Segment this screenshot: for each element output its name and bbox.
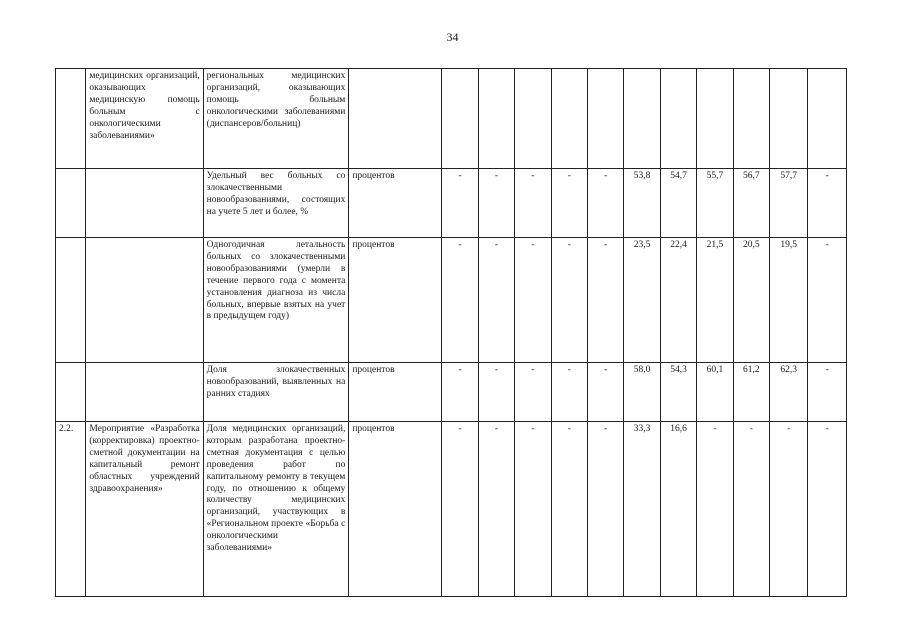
value-cell: - xyxy=(808,363,847,422)
value-cell: 62,3 xyxy=(770,363,808,422)
value-cell: 22,4 xyxy=(660,238,696,363)
value-cell: - xyxy=(588,169,624,238)
event-cell: Мероприятие «Разработка (корректировка) проектно-сметной документации на капитальный ремонт областных учреждений здравоохранения» xyxy=(86,422,203,597)
value-cell: - xyxy=(588,363,624,422)
value-cell: 54,3 xyxy=(660,363,696,422)
value-cell: 33,3 xyxy=(624,422,660,597)
value-cell xyxy=(588,69,624,169)
unit-cell: процентов xyxy=(349,238,442,363)
value-cell: - xyxy=(551,238,587,363)
value-cell: - xyxy=(808,169,847,238)
value-cell: - xyxy=(442,363,478,422)
unit-cell: процентов xyxy=(349,363,442,422)
value-cell xyxy=(660,69,696,169)
value-cell: - xyxy=(808,422,847,597)
value-cell: - xyxy=(478,238,514,363)
row-number-cell xyxy=(56,363,86,422)
value-cell xyxy=(478,69,514,169)
value-cell: 54,7 xyxy=(660,169,696,238)
value-cell: 61,2 xyxy=(733,363,769,422)
value-cell: - xyxy=(442,238,478,363)
value-cell: 16,6 xyxy=(660,422,696,597)
indicator-cell: Доля медицинских организаций, которым разработана проектно-сметная документация с целью проведения работ по капитальному ремонту в текущем году, по отношению к общему количеству медицинских организаций, участвующих в «Региональном проекте «Борьба с онкологическими заболеваниями» xyxy=(203,422,349,597)
table-row xyxy=(56,169,847,238)
value-cell xyxy=(697,69,733,169)
value-cell: - xyxy=(551,422,587,597)
value-cell: - xyxy=(478,363,514,422)
value-cell: 57,7 xyxy=(770,169,808,238)
value-cell xyxy=(442,69,478,169)
value-cell: - xyxy=(770,422,808,597)
event-cell xyxy=(86,169,203,238)
value-cell: 58,0 xyxy=(624,363,660,422)
value-cell xyxy=(808,69,847,169)
row-number-cell xyxy=(56,238,86,363)
value-cell: - xyxy=(442,169,478,238)
event-cell xyxy=(86,238,203,363)
value-cell: 60,1 xyxy=(697,363,733,422)
value-cell: 55,7 xyxy=(697,169,733,238)
unit-cell: процентов xyxy=(349,169,442,238)
value-cell: - xyxy=(515,238,551,363)
value-cell: - xyxy=(515,363,551,422)
value-cell xyxy=(551,69,587,169)
value-cell xyxy=(515,69,551,169)
value-cell: - xyxy=(588,422,624,597)
value-cell: - xyxy=(442,422,478,597)
table-row xyxy=(56,238,847,363)
value-cell xyxy=(770,69,808,169)
indicator-cell: Удельный вес больных со злокачественными новообразованиями, состоящих на учете 5 лет и более, % xyxy=(203,169,349,238)
event-cell xyxy=(86,363,203,422)
value-cell: 23,5 xyxy=(624,238,660,363)
table-row xyxy=(56,422,847,597)
row-number-cell xyxy=(56,169,86,238)
value-cell: - xyxy=(588,238,624,363)
value-cell xyxy=(733,69,769,169)
value-cell: - xyxy=(515,169,551,238)
value-cell: - xyxy=(515,422,551,597)
unit-cell xyxy=(349,69,442,169)
value-cell: 56,7 xyxy=(733,169,769,238)
event-cell: медицинских организаций, оказывающих медицинскую помощь больным с онкологическими заболеваниями» xyxy=(86,69,203,169)
value-cell: 53,8 xyxy=(624,169,660,238)
indicator-cell: региональных медицинских организаций, оказывающих помощь больным онкологическими заболеваниями (диспансеров/больниц) xyxy=(203,69,349,169)
table-row xyxy=(56,363,847,422)
value-cell: - xyxy=(551,169,587,238)
value-cell: - xyxy=(808,238,847,363)
page-number: 34 xyxy=(446,30,459,44)
value-cell: 21,5 xyxy=(697,238,733,363)
table-row xyxy=(56,69,847,169)
indicator-cell: Одногодичная летальность больных со злокачественными новообразованиями (умерли в течение первого года с момента установления диагноза из числа больных, впервые взятых на учет в предыдущем году) xyxy=(203,238,349,363)
row-number-cell: 2.2. xyxy=(56,422,86,597)
value-cell: 19,5 xyxy=(770,238,808,363)
row-number-cell xyxy=(56,69,86,169)
value-cell: - xyxy=(478,422,514,597)
unit-cell: процентов xyxy=(349,422,442,597)
indicators-table xyxy=(55,68,847,597)
value-cell: - xyxy=(733,422,769,597)
value-cell: - xyxy=(551,363,587,422)
value-cell: - xyxy=(697,422,733,597)
value-cell xyxy=(624,69,660,169)
indicator-cell: Доля злокачественных новообразований, выявленных на ранних стадиях xyxy=(203,363,349,422)
value-cell: - xyxy=(478,169,514,238)
value-cell: 20,5 xyxy=(733,238,769,363)
